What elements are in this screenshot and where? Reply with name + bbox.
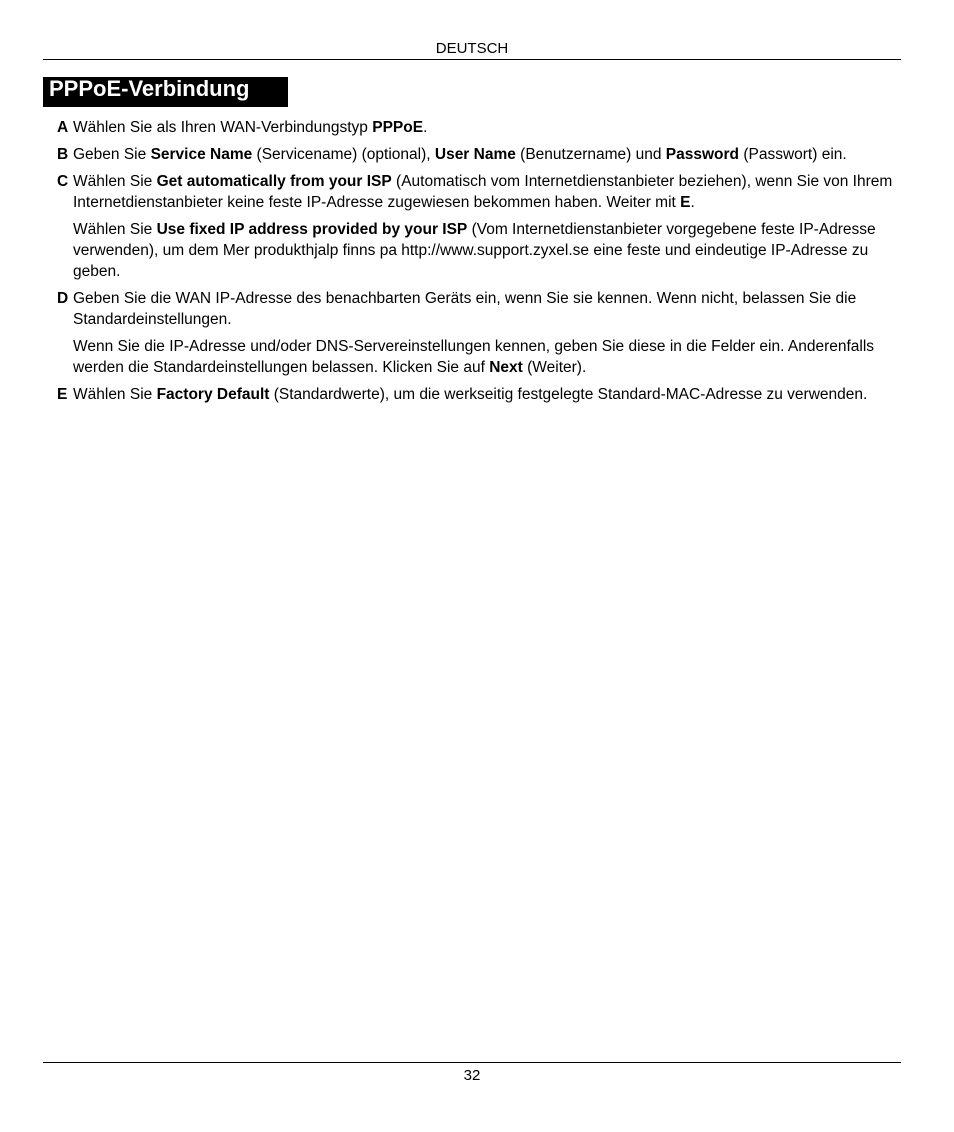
bold-term: Password bbox=[665, 146, 740, 163]
text-run: Geben Sie bbox=[73, 146, 151, 163]
item-paragraph bbox=[73, 384, 899, 405]
page-footer bbox=[43, 1062, 901, 1086]
bold-term: Get automatically from your ISP bbox=[156, 173, 392, 190]
text-run: (Standardwerte), um die werkseitig festgelegte Standard-MAC-Adresse zu verwenden. bbox=[269, 386, 868, 403]
item-paragraph bbox=[73, 171, 899, 213]
text-run: Wenn Sie die IP-Adresse und/oder DNS-Servereinstellungen kennen, geben Sie diese in die Felder ein. Anderenfalls werden die Standardeinstellungen belassen. Klicken Sie auf bbox=[73, 338, 875, 376]
item-letter: B bbox=[57, 146, 69, 163]
text-run: (Weiter). bbox=[522, 359, 587, 376]
text-run: . bbox=[423, 119, 428, 136]
instruction-item-e bbox=[57, 384, 899, 405]
text-run: Wählen Sie als Ihren WAN-Verbindungstyp bbox=[73, 119, 373, 136]
item-paragraph bbox=[73, 288, 899, 330]
text-run: (Vom Internetdienstanbieter vorgegebene feste IP-Adresse verwenden), um dem Mer produkthjalp finns pa http://www.support.zyxel.se eine feste und eindeutige IP-Adresse zu geben. bbox=[73, 221, 876, 280]
bold-term: E bbox=[680, 194, 691, 211]
bold-term: Next bbox=[489, 359, 523, 376]
item-paragraph bbox=[73, 336, 899, 378]
bold-term: User Name bbox=[434, 146, 516, 163]
text-run: Wählen Sie bbox=[73, 386, 157, 403]
bold-term: Factory Default bbox=[156, 386, 270, 403]
text-run: Wählen Sie bbox=[73, 173, 157, 190]
header-language: DEUTSCH bbox=[435, 40, 509, 57]
text-run: Wählen Sie bbox=[73, 221, 157, 238]
section-title bbox=[43, 77, 288, 107]
text-run: (Automatisch vom Internetdienstanbieter beziehen), wenn Sie von Ihrem Internetdienstanbieter keine feste IP-Adresse zugewiesen bekommen haben. Weiter mit bbox=[73, 173, 893, 211]
text-run: (Servicename) (optional), bbox=[252, 146, 435, 163]
bold-term: PPPoE bbox=[372, 119, 424, 136]
bold-term: Use fixed IP address provided by your ISP bbox=[156, 221, 468, 238]
item-letter: D bbox=[57, 290, 69, 307]
instruction-item-c bbox=[57, 171, 899, 282]
text-run: (Passwort) ein. bbox=[739, 146, 847, 163]
bold-term: Service Name bbox=[150, 146, 253, 163]
item-paragraph bbox=[73, 144, 899, 165]
text-run: . bbox=[690, 194, 695, 211]
section-title-text: PPPoE-Verbindung bbox=[49, 76, 250, 101]
item-letter: C bbox=[57, 173, 69, 190]
page-header bbox=[43, 40, 901, 60]
instruction-item-b bbox=[57, 144, 899, 165]
text-run: (Benutzername) und bbox=[515, 146, 666, 163]
text-run: Geben Sie die WAN IP-Adresse des benachbarten Geräts ein, wenn Sie sie kennen. Wenn nicht, belassen Sie die Standardeinstellungen. bbox=[73, 290, 857, 328]
item-paragraph bbox=[73, 117, 899, 138]
instruction-list bbox=[57, 117, 899, 411]
item-letter: A bbox=[57, 119, 69, 136]
instruction-item-d bbox=[57, 288, 899, 378]
page-number: 32 bbox=[463, 1067, 481, 1084]
item-paragraph bbox=[73, 219, 899, 282]
item-letter: E bbox=[57, 386, 68, 403]
instruction-item-a bbox=[57, 117, 899, 138]
